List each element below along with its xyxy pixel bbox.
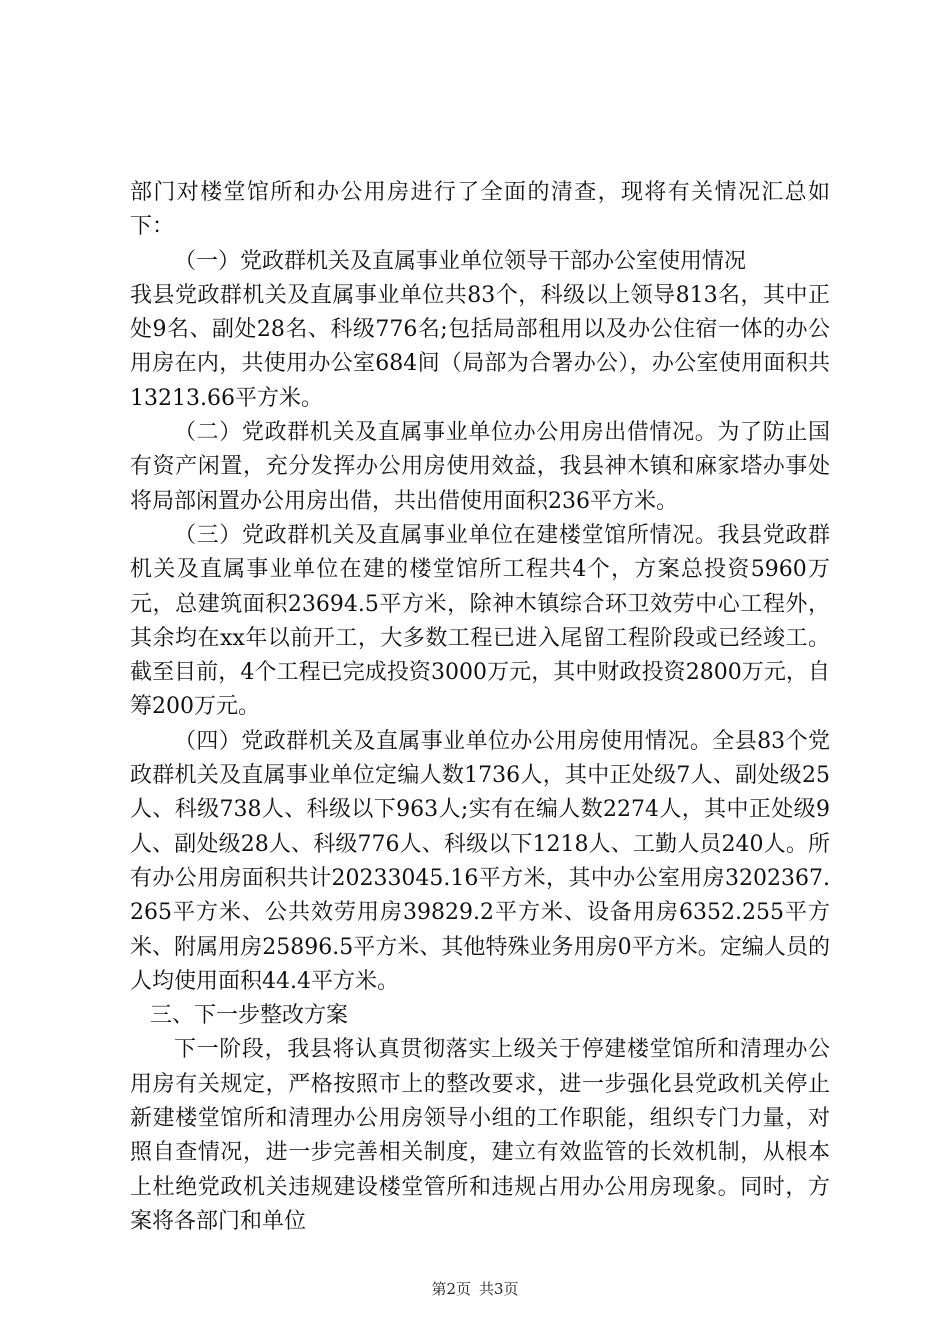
page-number: 第2页 — [431, 1280, 471, 1298]
section-heading-rectification: 三、下一步整改方案 — [150, 1003, 349, 1029]
paragraph-office-area: （四）党政群机关及直属事业单位办公用房使用情况。全县83个党政群机关及直属事业单位定编人数1736人，其中正处级7人、副处级25人、科级738人、科级以下963人;实有在编人数2274人，其中正处级9人、副处级28人、科级776人、科级以下1218人、工勤人员240人。所有办公用房面积共计20233045.16平方米，其中办公室用房3202367.265平方米、公共效劳用房39829.2平方米、设备用房6352.255平方米、附属用房25896.5平方米、其他特殊业务用房0平方米。定编人员的人均使用面积44.4平方米。 — [130, 728, 830, 994]
section-heading-office-usage: （一）党政群机关及直属事业单位领导干部办公室使用情况 — [174, 248, 747, 274]
paragraph-office-lending: （二）党政群机关及直属事业单位办公用房出借情况。为了防止国有资产闲置，充分发挥办公用房使用效益，我县神木镇和麻家塔办事处将局部闲置办公用房出借，共出借使用面积236平方米。 — [130, 420, 830, 514]
paragraph-intro: 部门对楼堂馆所和办公用房进行了全面的清查，现将有关情况汇总如下： — [130, 180, 830, 240]
page-footer — [0, 1279, 950, 1299]
document-body — [130, 176, 830, 1239]
page-total: 共3页 — [479, 1280, 519, 1298]
paragraph-rectification-plan: 下一阶段，我县将认真贯彻落实上级关于停建楼堂馆所和清理办公用房有关规定，严格按照市上的整改要求，进一步强化县党政机关停止新建楼堂馆所和清理办公用房领导小组的工作职能，组织专门力量，对照自查情况，进一步完善相关制度，建立有效监管的长效机制，从根本上杜绝党政机关违规建设楼堂管所和违规占用办公用房现象。同时，方案将各部门和单位 — [130, 1037, 830, 1234]
paragraph-construction: （三）党政群机关及直属事业单位在建楼堂馆所情况。我县党政群机关及直属事业单位在建的楼堂馆所工程共4个，方案总投资5960万元，总建筑面积23694.5平方米，除神木镇综合环卫效劳中心工程外，其余均在xx年以前开工，大多数工程已进入尾留工程阶段或已经竣工。截至目前，4个工程已完成投资3000万元，其中财政投资2800万元，自筹200万元。 — [130, 522, 830, 720]
paragraph-office-usage: 我县党政群机关及直属事业单位共83个，科级以上领导813名，其中正处9名、副处28名、科级776名;包括局部租用以及办公住宿一体的办公用房在内，共使用办公室684间（局部为合署办公），办公室使用面积共13213.66平方米。 — [130, 282, 830, 411]
